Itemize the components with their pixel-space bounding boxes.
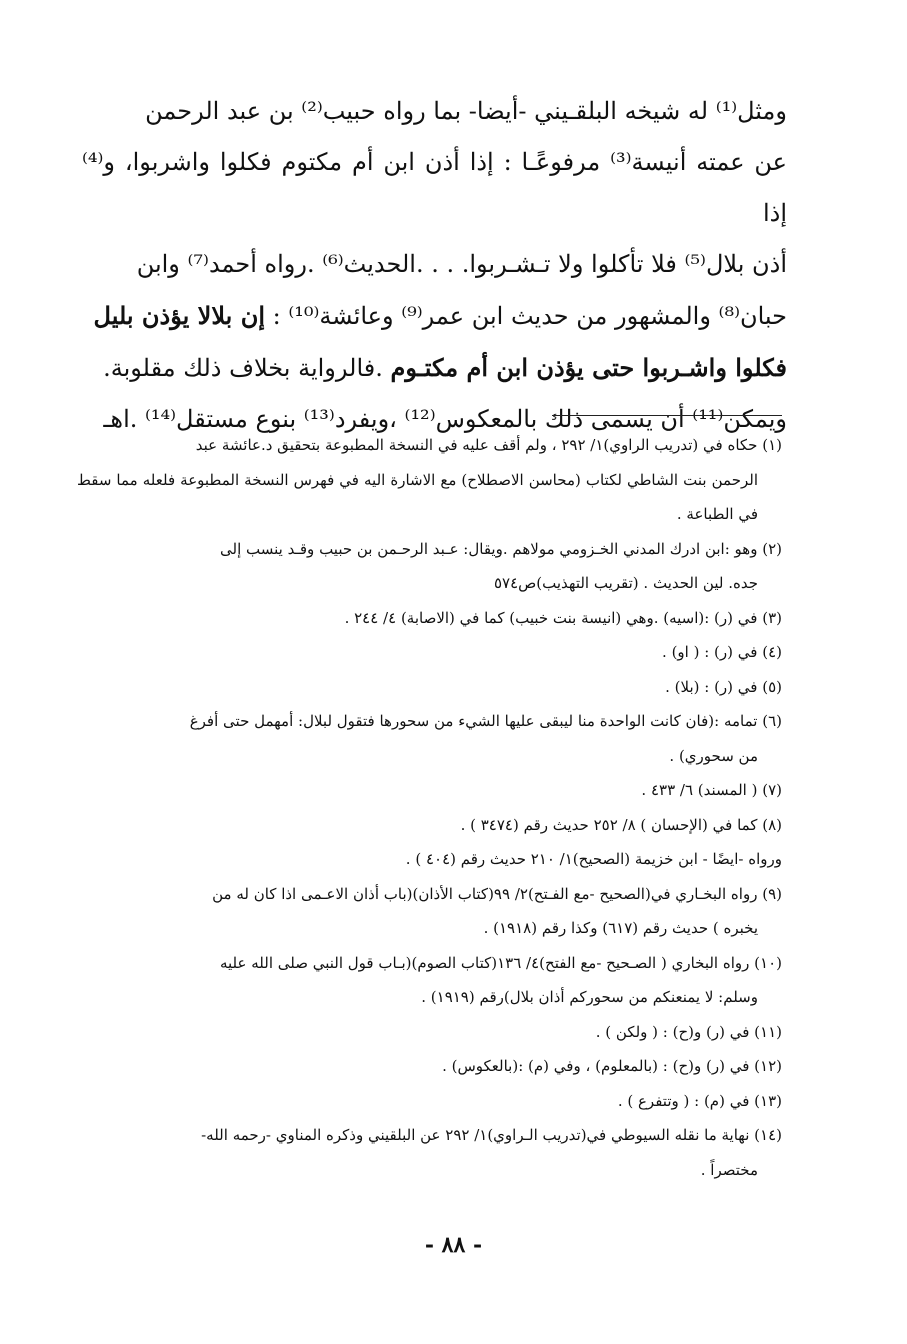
footnote-8 — [77, 808, 782, 843]
footnote-text: ورواه -ايضًا - ابن خزيمة (الصحيح)١/ ٢١٠ حديث رقم (٤٠٤ ) . — [405, 850, 782, 868]
main-line-3: أذن بلال⁽⁵⁾ فلا تأكلوا ولا تـشـربوا. . . .الحديث⁽⁶⁾ .رواه أحمد⁽⁷⁾ وابن — [136, 250, 787, 278]
footnote-cont: يخبره ) حديث رقم (٦١٧) وكذا رقم (١٩١٨) . — [483, 919, 758, 937]
footnote-text: (١٠) رواه البخاري ( الصـحيح -مع الفتح)٤/ ١٣٦(كتاب الصوم)(بـاب قول النبي صلى الله عليه — [219, 953, 782, 972]
footnote-text: (١٢) في (ر) و(ح) : (بالمعلوم) ، وفي (م) :(بالعكوس) . — [442, 1057, 782, 1075]
page-number: - ٨٨ - — [424, 1232, 483, 1258]
hadith-quote-part-1: إن بلالا يؤذن بليل — [93, 301, 266, 330]
footnote-text: (٨) كما في (الإحسان ) ٨/ ٢٥٢ حديث رقم (٣٤٧٤ ) . — [460, 815, 782, 834]
footnote-14 — [77, 1118, 782, 1187]
footnote-text: (٩) رواه البخـاري في(الصحيح -مع الفـتح)٢/ ٩٩(كتاب الأذان)(باب أذان الاعـمى اذا كان له من — [212, 884, 782, 903]
footnote-divider — [552, 415, 782, 416]
main-line-4-text: حبان⁽⁸⁾ والمشهور من حديث ابن عمر⁽⁹⁾ وعائشة⁽¹⁰⁾ : — [272, 302, 787, 330]
footnote-13 — [77, 1084, 782, 1119]
main-line-1: ومثل⁽¹⁾ له شيخه البلقـيني -أيضا- بما رواه حبيب⁽²⁾ بن عبد الرحمن — [145, 97, 787, 125]
main-text — [82, 86, 787, 445]
footnote-text: (٥) في (ر) : (بلا) . — [665, 677, 782, 696]
footnote-text: (٣) في (ر) :(اسيه) .وهي (انيسة بنت خبيب) كما في (الاصابة) ٤/ ٢٤٤ . — [344, 608, 782, 627]
footnote-4 — [77, 635, 782, 670]
footnote-cont: مختصراً . — [700, 1160, 758, 1179]
footnote-text: (٤) في (ر) : ( او) . — [662, 643, 782, 661]
footnote-text: (٢) وهو :ابن ادرك المدني الخـزومي مولاهم .ويقال: عـبد الرحـمن بن حبيب وقـد ينسب إلى — [220, 539, 782, 558]
footnotes — [77, 428, 782, 1187]
footnote-11 — [77, 1015, 782, 1050]
footnote-10 — [77, 946, 782, 1015]
footnote-2 — [77, 532, 782, 601]
footnote-3 — [77, 601, 782, 636]
footnote-cont: من سحوري) . — [669, 746, 758, 765]
main-line-2: عن عمته أنيسة⁽³⁾ مرفوعًـا : إذا أذن ابن أم مكتوم فكلوا واشربوا، و⁽⁴⁾ إذا — [82, 148, 787, 227]
hadith-quote-part-2: فكلوا واشـربوا حتى يؤذن ابن أم مكتـوم — [390, 353, 787, 382]
footnote-cont: وسلم: لا يمنعنكم من سحوركم أذان بلال)رقم (١٩١٩) . — [421, 988, 758, 1006]
footnote-cont: جده. لين الحديث . (تقريب التهذيب)ص٥٧٤ — [493, 574, 758, 592]
footnote-9 — [77, 877, 782, 946]
footnote-text: (٧) ( المسند) ٦/ ٤٣٣ . — [641, 781, 782, 799]
footnote-12 — [77, 1049, 782, 1084]
footnote-1 — [77, 428, 782, 532]
footnote-text: (١١) في (ر) و(ح) : ( ولكن ) . — [595, 1022, 782, 1041]
main-line-4 — [82, 290, 787, 342]
footnote-text: (١٣) في (م) : ( وتتفرع ) . — [617, 1091, 782, 1110]
main-line-5 — [82, 342, 787, 394]
footnote-6 — [77, 704, 782, 773]
main-line-5-text: .فالرواية بخلاف ذلك مقلوبة. — [103, 354, 391, 382]
footnote-text: (١٤) نهاية ما نقله السيوطي في(تدريب الـراوي)١/ ٢٩٢ عن البلقيني وذكره المناوي -رحمه الله- — [201, 1126, 782, 1144]
footnote-cont: الرحمن بنت الشاطي لكتاب (محاسن الاصطلاح) مع الاشارة اليه في فهرس النسخة المطبوعة فلعله مما سقط في الطباعة . — [77, 470, 758, 523]
footnote-text: (٦) تمامه :(فان كانت الواحدة منا ليبقى عليها الشيء من سحورها فتقول لبلال: أمهمل حتى أفرغ — [189, 712, 782, 730]
main-line-6: ويمكن⁽¹¹⁾ أن يسمى ذلك بالمعكوس⁽¹²⁾ ،ويفرد⁽¹³⁾ بنوع مستقل⁽¹⁴⁾ .اهـ — [103, 405, 787, 433]
footnote-7 — [77, 773, 782, 808]
footnote-5 — [77, 670, 782, 705]
footnote-8-additional — [77, 842, 782, 877]
footnote-text: (١) حكاه في (تدريب الراوي)١/ ٢٩٢ ، ولم أقف عليه في النسخة المطبوعة بتحقيق د.عائشة عبد — [195, 436, 782, 454]
